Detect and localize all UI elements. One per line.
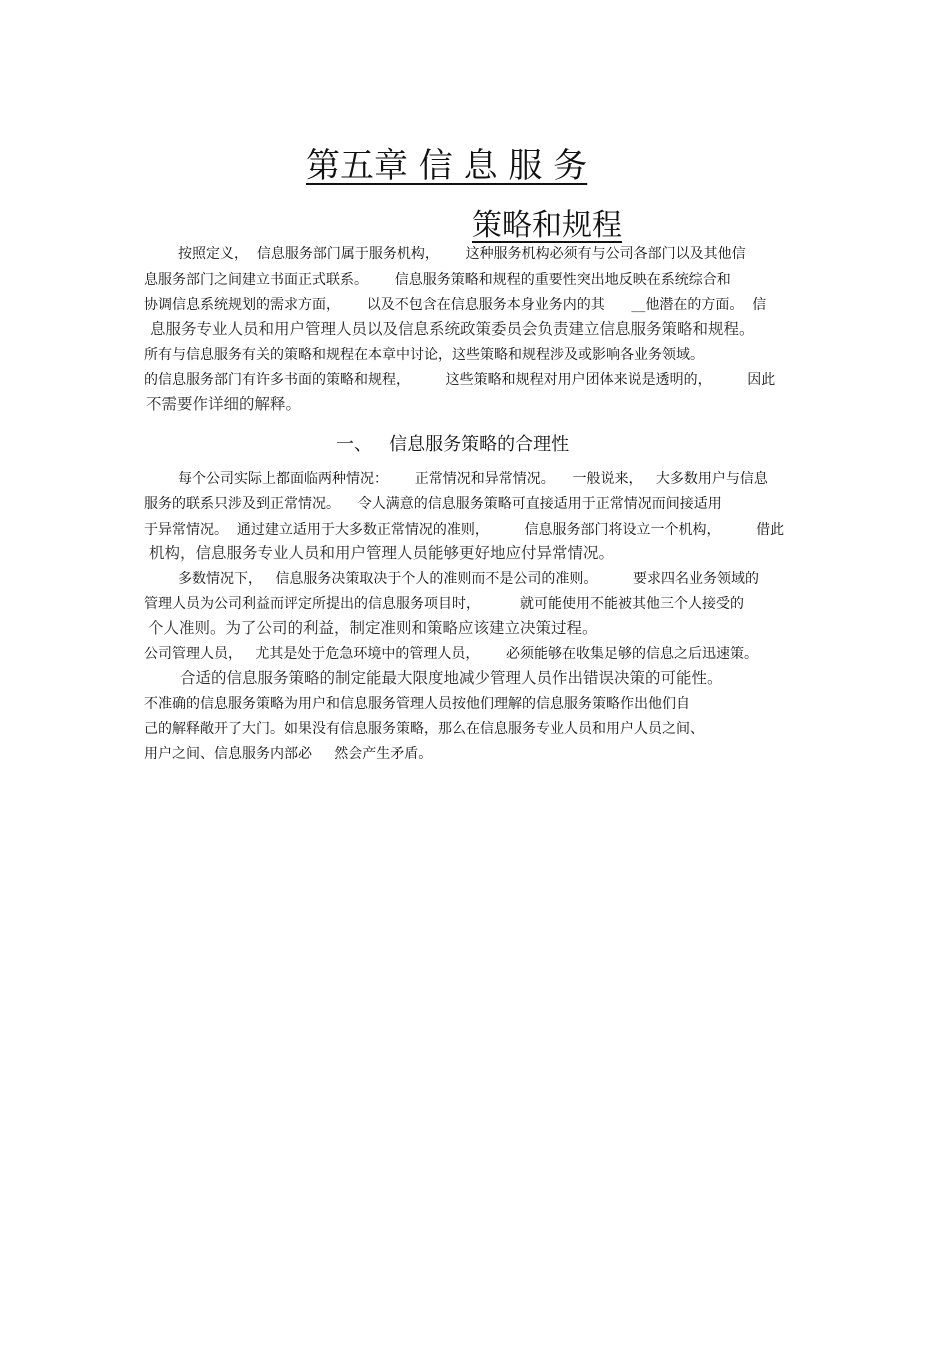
text-line: 多数情况下， 信息服务决策取决于个人的准则而不是公司的准则。 要求四名业务领域的 <box>178 571 759 587</box>
text-line: 公司管理人员， 尤其是处于危急环境中的管理人员， 必须能够在收集足够的信息之后迅速策。 <box>144 646 759 662</box>
chapter-title: 第五章 信 息 服 务 <box>306 146 588 186</box>
text-line: 机构，信息服务专业人员和用户管理人员能够更好地应付异常情况。 <box>149 544 615 562</box>
text-line: 不需要作详细的解释。 <box>146 395 302 413</box>
text-line: 个人准则。为了公司的利益，制定准则和策略应该建立决策过程。 <box>148 619 598 637</box>
text-line: 按照定义， 信息服务部门属于服务机构， 这种服务机构必须有与公司各部门以及其他信 <box>178 246 746 262</box>
text-line: 息服务专业人员和用户管理人员以及信息系统政策委员会负责建立信息服务策略和规程。 <box>150 320 755 338</box>
text-line: 用户之间、信息服务内部必 然会产生矛盾。 <box>144 746 433 762</box>
section-heading: 一、 信息服务策略的合理性 <box>336 434 570 455</box>
text-line: 管理人员为公司利益而评定所提出的信息服务项目时， 就可能使用不能被其他三个人接受的 <box>144 596 745 612</box>
text-line: 所有与信息服务有关的策略和规程在本章中讨论，这些策略和规程涉及或影响各业务领域。 <box>144 347 704 363</box>
text-line: 己的解释敞开了大门。如果没有信息服务策略，那么在信息服务专业人员和用户人员之间、 <box>144 721 704 737</box>
text-line: 息服务部门之间建立书面正式联系。 信息服务策略和规程的重要性突出地反映在系统综合和 <box>144 272 731 288</box>
text-line: 协调信息系统规划的需求方面， 以及不包含在信息服务本身业务内的其 __他潜在的方面。 信 <box>144 297 767 313</box>
text-line: 服务的联系只涉及到正常情况。 令人满意的信息服务策略可直接适用于正常情况而间接适用 <box>144 496 722 512</box>
text-line: 的信息服务部门有许多书面的策略和规程， 这些策略和规程对用户团体来说是透明的， 因此 <box>144 372 776 388</box>
chapter-subtitle: 策略和规程 <box>472 208 622 243</box>
text-line: 于异常情况。 通过建立适用于大多数正常情况的准则， 信息服务部门将设立一个机构， 借此 <box>144 522 785 538</box>
text-line: 不准确的信息服务策略为用户和信息服务管理人员按他们理解的信息服务策略作出他们自 <box>144 696 690 712</box>
text-line: 每个公司实际上都面临两种情况： 正常情况和异常情况。 一般说来， 大多数用户与信息 <box>178 471 768 487</box>
text-line: 合适的信息服务策略的制定能最大限度地减少管理人员作出错误决策的可能性。 <box>180 669 723 687</box>
